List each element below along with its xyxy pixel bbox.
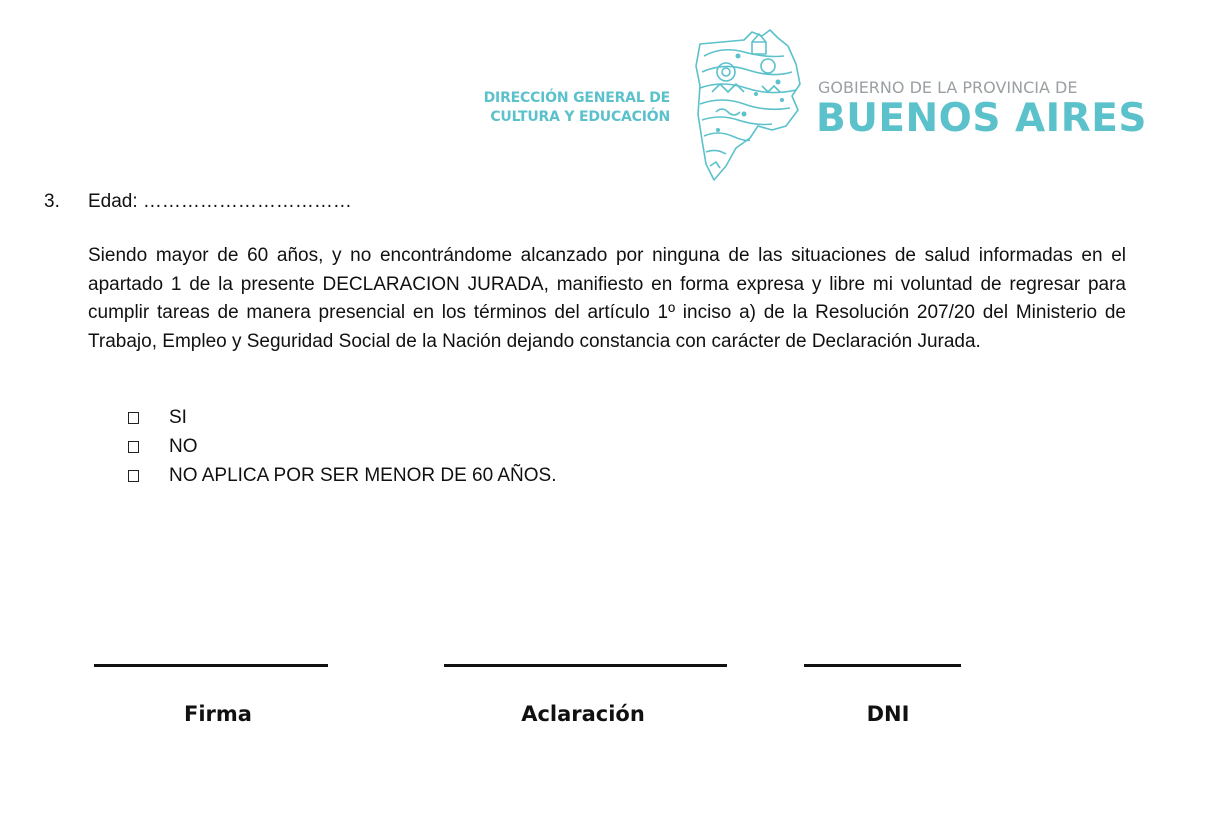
- age-item: [44, 191, 352, 213]
- dni-signature-line[interactable]: [804, 664, 961, 667]
- option-no-aplica-label: NO APLICA POR SER MENOR DE 60 AÑOS.: [169, 465, 557, 486]
- option-no-aplica[interactable]: [128, 461, 557, 490]
- aclaracion-signature-line[interactable]: [444, 664, 727, 667]
- gobierno-line: GOBIERNO DE LA PROVINCIA DE: [818, 78, 1078, 97]
- dgce-line-2: CULTURA Y EDUCACIÓN: [490, 109, 670, 125]
- firma-signature-line[interactable]: [94, 664, 328, 667]
- dgce-line-1: DIRECCIÓN GENERAL DE: [483, 90, 670, 106]
- dni-label: DNI: [866, 702, 910, 726]
- buenos-aires-title: BUENOS AIRES: [816, 96, 1147, 141]
- option-si-label: SI: [169, 407, 187, 428]
- option-no[interactable]: [128, 432, 557, 461]
- firma-label: Firma: [184, 702, 252, 726]
- item-number: 3.: [44, 191, 60, 212]
- options-list: [128, 403, 557, 490]
- checkbox-icon[interactable]: [128, 441, 139, 453]
- age-field[interactable]: Edad: ……………………………: [88, 191, 352, 212]
- aclaracion-label: Aclaración: [521, 702, 645, 726]
- option-si[interactable]: [128, 403, 557, 432]
- checkbox-icon[interactable]: [128, 412, 139, 424]
- declaration-paragraph: Siendo mayor de 60 años, y no encontrándome alcanzado por ninguna de las situaciones de salud informadas en el apartado 1 de la presente DECLARACION JURADA, manifiesto en forma expresa y libre mi voluntad de regresar para cumplir tareas de manera presencial en los términos del artículo 1º inciso a) de la Resolución 207/20 del Ministerio de Trabajo, Empleo y Seguridad Social de la Nación dejando constancia con carácter de Declaración Jurada.: [88, 245, 1126, 352]
- buenos-aires-province-map-icon: [692, 26, 804, 182]
- option-no-label: NO: [169, 436, 198, 457]
- dgce-text: [470, 89, 670, 127]
- document-header: [470, 26, 1147, 186]
- checkbox-icon[interactable]: [128, 470, 139, 482]
